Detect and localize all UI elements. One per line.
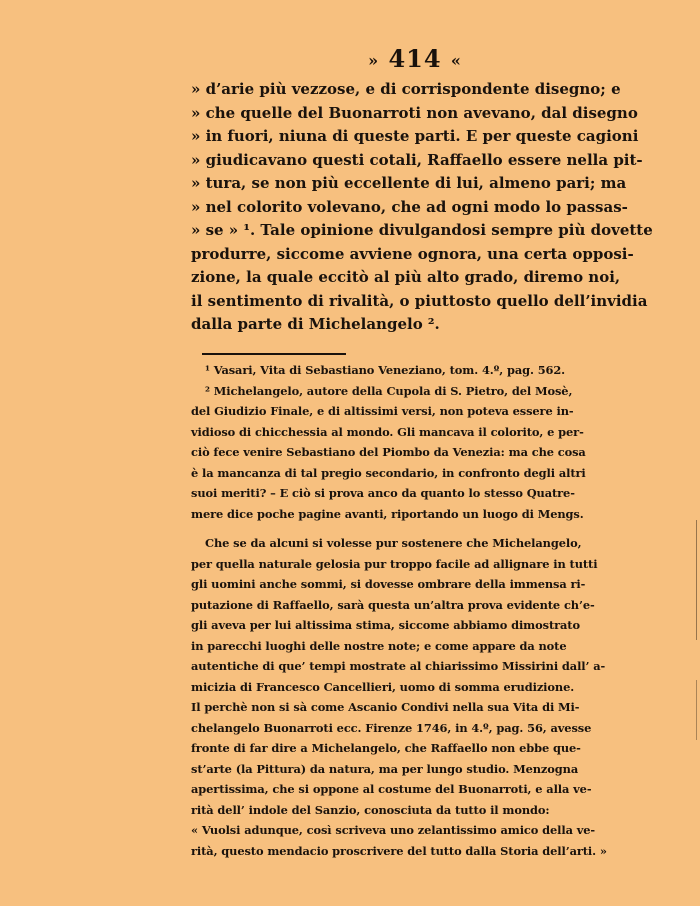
footnote-line: « Vuolsi adunque, così scriveva uno zelantissimo amico della ve-: [191, 823, 596, 837]
main-text: [191, 78, 653, 337]
footnote-line: rità, questo mendacio proscrivere del tutto dalla Storia dell’arti. »: [191, 843, 607, 858]
main-line: » se » ¹. Tale opinione divulgandosi sempre più dovette: [191, 221, 653, 239]
page-header: [0, 44, 700, 73]
footnote-line: ciò fece venire Sebastiano del Piombo da Venezia: ma che cosa: [191, 445, 586, 459]
footnote-line: ¹ Vasari, Vita di Sebastiano Veneziano, tom. 4.º, pag. 562.: [205, 363, 566, 377]
page-edge-mark: [696, 680, 697, 740]
footnote-line: mere dice poche pagine avanti, riportando un luogo di Mengs.: [191, 506, 584, 521]
footnote-line: vidioso di chicchessia al mondo. Gli mancava il colorito, e per-: [191, 424, 584, 439]
footnote-line: rità dell’ indole del Sanzio, conosciuta da tutto il mondo:: [191, 802, 550, 817]
main-line: » giudicavano questi cotali, Raffaello essere nella pit-: [191, 150, 643, 169]
footnote-line: suoi meriti? – E ciò si prova anco da quanto lo stesso Quatre-: [191, 486, 575, 500]
main-line: » in fuori, niuna di queste parti. E per queste cagioni: [191, 127, 639, 145]
footnote-rule: [202, 353, 346, 355]
footnote-line: gli aveva per lui altissima stima, siccome abbiamo dimostrato: [191, 618, 580, 632]
page-edge-mark: [696, 520, 697, 640]
footnote-line: putazione di Raffaello, sarà questa un’altra prova evidente ch’e-: [191, 597, 595, 612]
footnote-line: gli uomini anche sommi, si dovesse ombrare della immensa ri-: [191, 577, 586, 591]
main-line: » tura, se non più eccellente di lui, almeno pari; ma: [191, 174, 627, 192]
footnote-line: ² Michelangelo, autore della Cupola di S. Pietro, del Mosè,: [205, 383, 573, 398]
footnote-line: Il perchè non si sà come Ascanio Condivi nella sua Vita di Mi-: [191, 700, 580, 714]
footnote-line: Che se da alcuni si volesse pur sostenere che Michelangelo,: [205, 536, 582, 550]
ornament-right: «: [450, 51, 462, 70]
main-line: il sentimento di rivalità, o piuttosto quello dell’invidia: [191, 291, 648, 310]
footnote-line: fronte di far dire a Michelangelo, che Raffaello non ebbe que-: [191, 741, 581, 755]
footnote-line: del Giudizio Finale, e di altissimi versi, non poteva essere in-: [191, 404, 574, 418]
footnote-line: chelangelo Buonarroti ecc. Firenze 1746, in 4.º, pag. 56, avesse: [191, 720, 592, 735]
footnote-line: st’arte (la Pittura) da natura, ma per lungo studio. Menzogna: [191, 761, 579, 776]
footnote-line: è la mancanza di tal pregio secondario, in confronto degli altri: [191, 465, 586, 480]
main-line: » d’arie più vezzose, e di corrispondente disegno; e: [191, 80, 621, 98]
footnote-line: in parecchi luoghi delle nostre note; e come appare da note: [191, 638, 567, 653]
main-line: » che quelle del Buonarroti non avevano, dal disegno: [191, 103, 638, 122]
footnote-line: autentiche di que’ tempi mostrate al chiarissimo Missirini dall’ a-: [191, 659, 606, 673]
footnotes: [191, 360, 649, 861]
footnote-line: apertissima, che si oppone al costume del Buonarroti, e alla ve-: [191, 782, 592, 796]
main-line: dalla parte di Michelangelo ².: [191, 315, 440, 333]
main-line: zione, la quale eccitò al più alto grado, diremo noi,: [191, 268, 621, 286]
page-number: 414: [388, 44, 442, 73]
footnote-line: micizia di Francesco Cancellieri, uomo di somma erudizione.: [191, 679, 575, 694]
main-line: » nel colorito volevano, che ad ogni modo lo passas-: [191, 197, 628, 216]
ornament-left: »: [368, 51, 380, 70]
footnote-line: per quella naturale gelosia pur troppo facile ad allignare in tutti: [191, 556, 598, 571]
main-line: produrre, siccome avviene ognora, una certa opposi-: [191, 244, 634, 263]
